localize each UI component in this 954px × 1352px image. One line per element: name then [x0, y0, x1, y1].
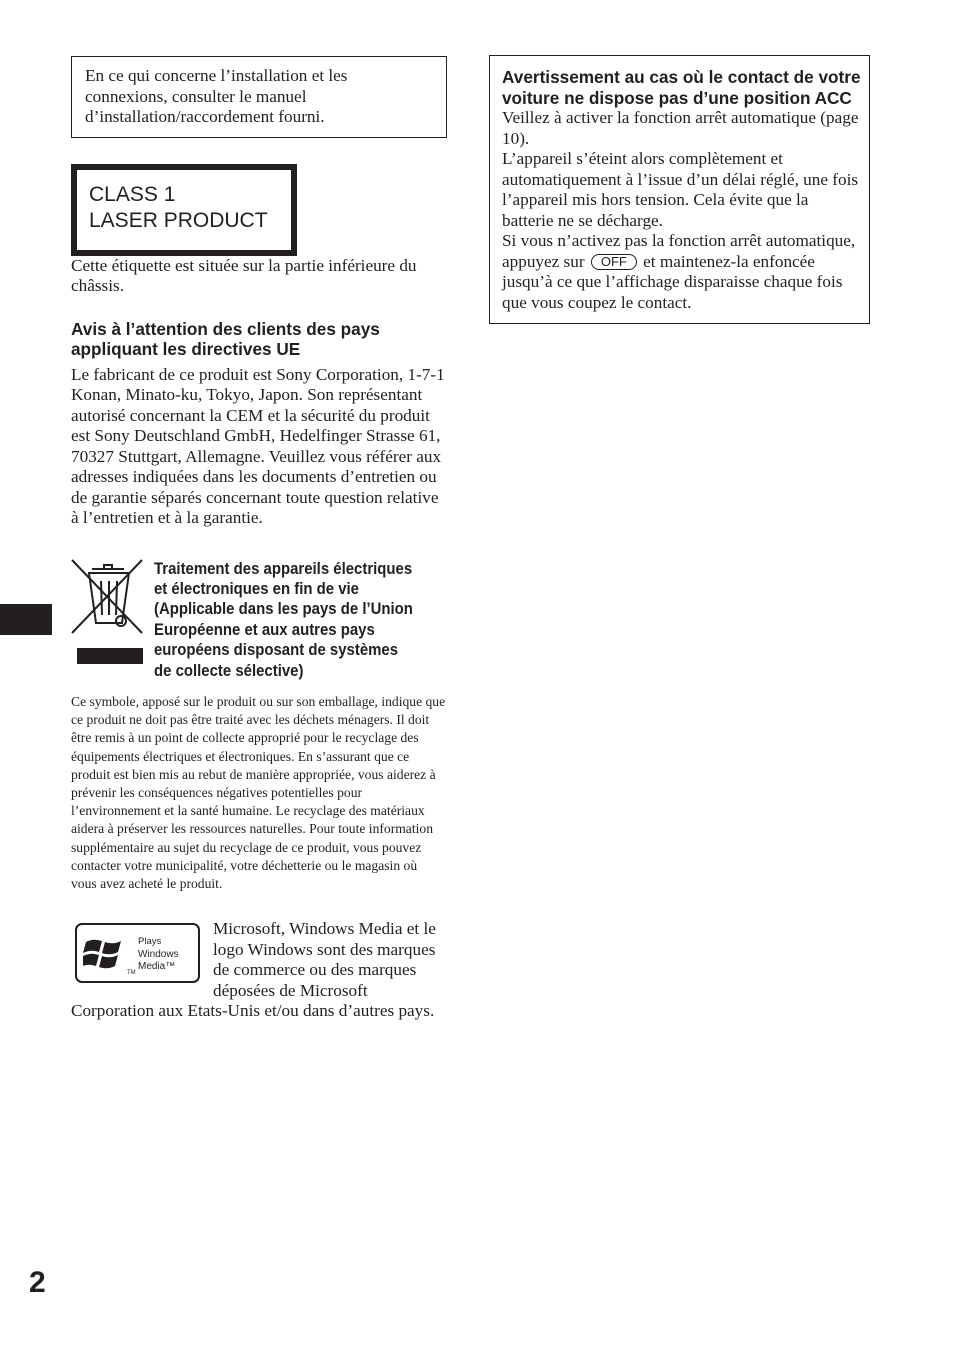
- microsoft-trademark-section: [71, 919, 446, 1022]
- acc-warning-p3-before: Si vous n’activez pas la fonction arrêt automatique, appuyez sur: [502, 231, 856, 271]
- weee-body: Ce symbole, apposé sur le produit ou sur son emballage, indique que ce produit ne doit pas être traité avec les déchets ménagers. Il doit être remis à un point de collecte approprié pour le recyclage des équipements électriques et électroniques. En s’assurant que ce produit est bien mis au rebut de manière appropriée, vous aiderez à prévenir les conséquences négatives potentielles pour l’environnement et la santé humaine. Le recyclage des matériaux aidera à préserver les ressources naturelles. Pour toute information supplémentaire au sujet du recyclage de ce produit, vous pouvez contacter votre municipalité, votre déchetterie ou le magasin où vous avez acheté le produit.: [71, 693, 446, 891]
- section-tab-marker: [0, 604, 52, 635]
- acc-warning-p3-after: et maintenez-la enfoncée jusqu’à ce que l’affichage disparaisse chaque fois que vous coupez le contact.: [502, 251, 843, 312]
- install-note-text: En ce qui concerne l’installation et les connexions, consulter le manuel d’installation/raccordement fourni.: [85, 66, 348, 126]
- plays-windows-media-logo: [75, 923, 200, 983]
- laser-caption: Cette étiquette est située sur la partie inférieure du châssis.: [71, 255, 417, 295]
- eu-notice-title: Avis à l’attention des clients des pays appliquant les directives UE: [71, 318, 380, 359]
- logo-windows-text: Windows: [138, 949, 179, 961]
- laser-product-text: LASER PRODUCT: [89, 208, 268, 232]
- acc-warning-box: [489, 55, 870, 324]
- logo-windows-media-text: [138, 949, 179, 973]
- acc-warning-title: Avertissement au cas où le contact de votre voiture ne dispose pas d’une position ACC: [502, 67, 861, 108]
- logo-tm-text: TM: [127, 970, 136, 977]
- microsoft-trademark-text: Microsoft, Windows Media et le logo Windows sont des marques de commerce ou des marques déposées de Microsoft Corporation aux Etats-Unis et/ou dans d’autres pays.: [71, 919, 436, 1021]
- laser-class-text: CLASS 1: [89, 182, 176, 206]
- install-note-box: [71, 56, 447, 138]
- page-number: 2: [29, 1266, 46, 1299]
- windows-flag-icon: [83, 936, 125, 970]
- logo-media-text: Media™: [138, 961, 176, 973]
- crossed-out-wheelie-bin-icon: [71, 559, 145, 681]
- laser-product-label: [71, 164, 297, 256]
- acc-warning-p1: Veillez à activer la fonction arrêt automatique (page 10).: [502, 108, 859, 148]
- weee-title: Traitement des appareils électriques et électroniques en fin de vie (Applicable dans les pays de l’Union Européenne et aux autres pays européens disposant de systèmes de collecte sélective): [154, 558, 413, 680]
- off-button-symbol: OFF: [591, 254, 637, 270]
- weee-section: [71, 559, 446, 681]
- acc-warning-p2: L’appareil s’éteint alors complètement et automatiquement à l’issue d’un délai réglé, une fois l’appareil mis hors tension. Cela évite que la batterie ne se décharge.: [502, 149, 859, 230]
- right-column: [489, 55, 869, 324]
- eu-notice-body: Le fabricant de ce produit est Sony Corporation, 1-7-1 Konan, Minato-ku, Tokyo, Japon. Son représentant autorisé concernant la CEM et la sécurité du produit est Sony Deutschland GmbH, Hedelfinger Strasse 61, 70327 Stuttgart, Allemagne. Veuillez vous référer aux adresses indiquées dans les documents d’entretien ou de garantie séparés concernant toute question relative à l’entretien et à la garantie.: [71, 364, 445, 527]
- left-column: [71, 56, 446, 1022]
- logo-plays-text: Plays: [138, 936, 162, 948]
- acc-warning-p3: [502, 231, 861, 313]
